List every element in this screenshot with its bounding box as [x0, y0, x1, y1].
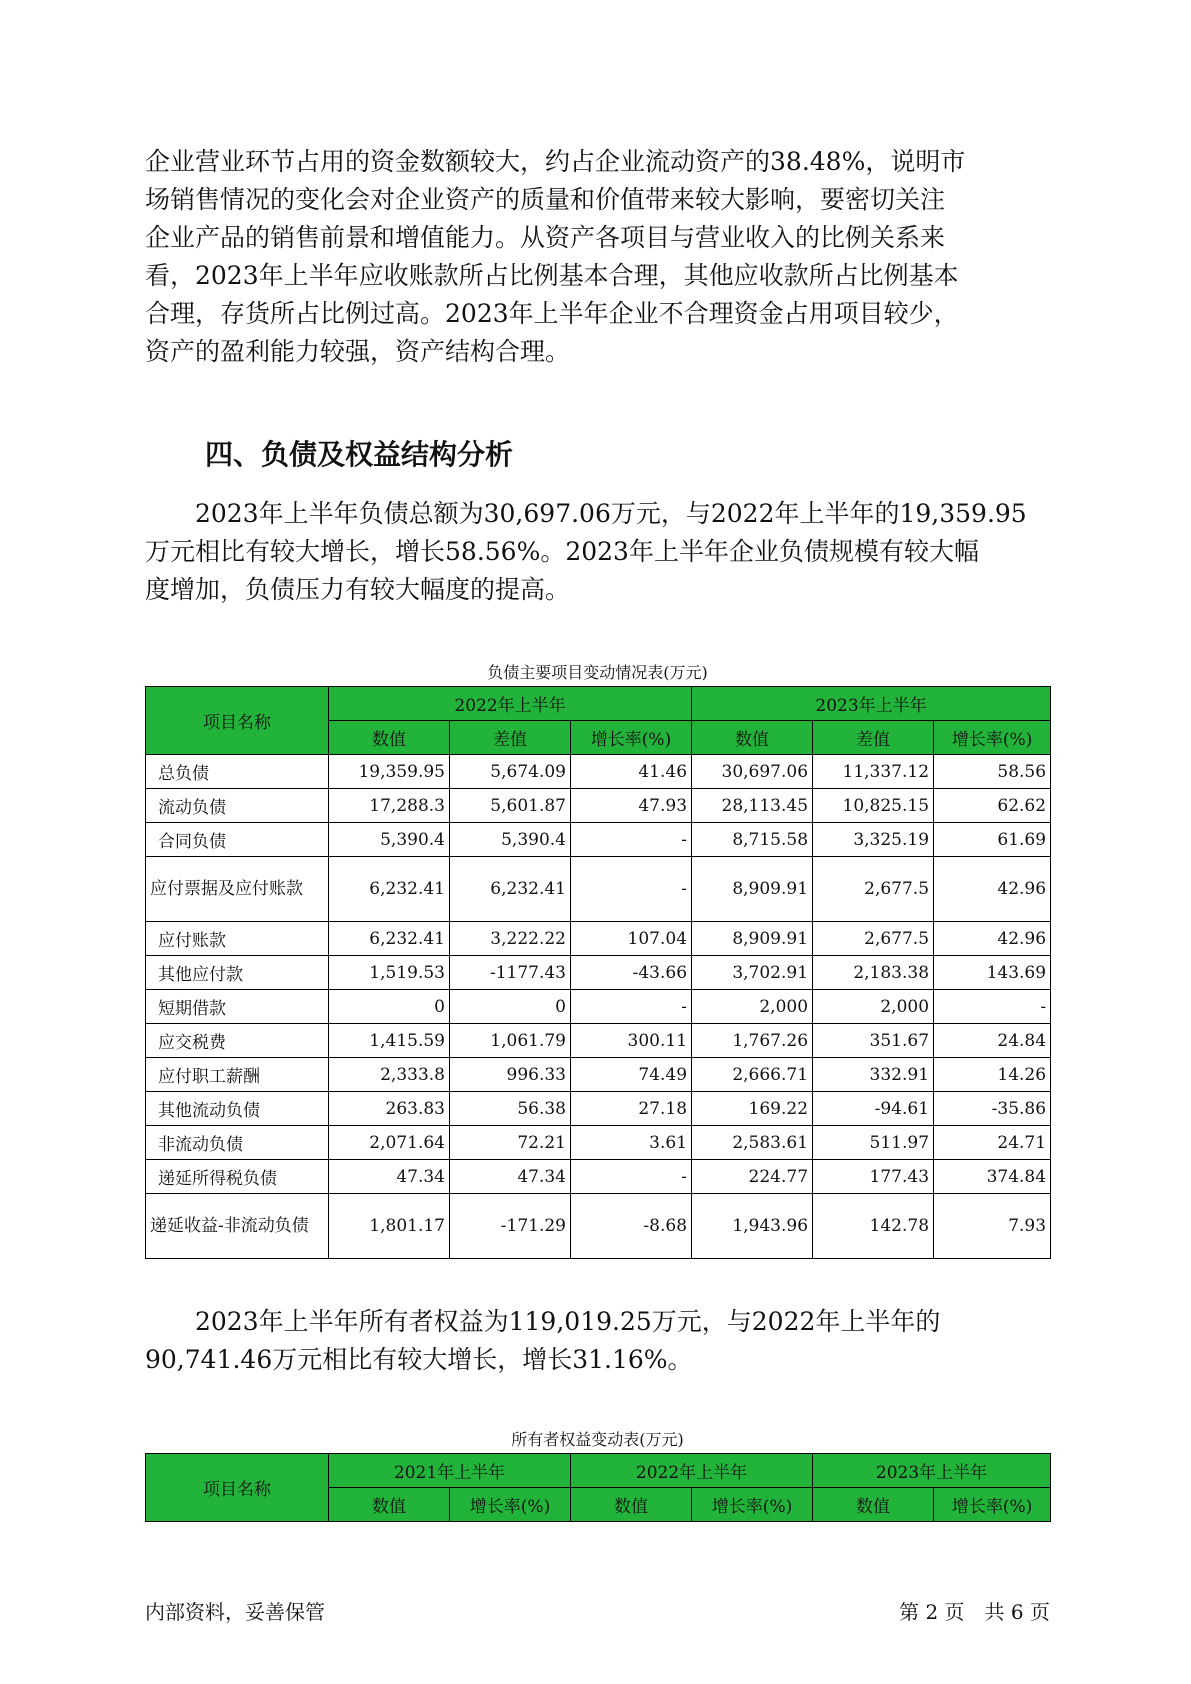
- table-cell: 511.97: [813, 1126, 934, 1160]
- text-line: 度增加，负债压力有较大幅度的提高。: [145, 575, 571, 604]
- header-growth: 增长率(%): [934, 1488, 1051, 1522]
- table-cell: -: [571, 1160, 692, 1194]
- table-cell: 351.67: [813, 1024, 934, 1058]
- table-cell: 72.21: [450, 1126, 571, 1160]
- table-cell: 107.04: [571, 922, 692, 956]
- table-cell: 1,767.26: [692, 1024, 813, 1058]
- row-item-name: 其他流动负债: [146, 1092, 329, 1126]
- table-cell: 2,677.5: [813, 857, 934, 922]
- table-cell: 5,390.4: [329, 823, 450, 857]
- header-growth: 增长率(%): [571, 721, 692, 755]
- table-cell: 2,000: [692, 990, 813, 1024]
- table-cell: 2,583.61: [692, 1126, 813, 1160]
- table-cell: 56.38: [450, 1092, 571, 1126]
- table-cell: -8.68: [571, 1194, 692, 1259]
- table-cell: 177.43: [813, 1160, 934, 1194]
- table-cell: 3,222.22: [450, 922, 571, 956]
- row-item-name: 应付票据及应付账款: [146, 857, 329, 922]
- header-year: 2021年上半年: [329, 1454, 571, 1488]
- table-caption: 负债主要项目变动情况表(万元): [487, 663, 708, 682]
- table-cell: 2,666.71: [692, 1058, 813, 1092]
- table-row: [146, 1024, 1051, 1058]
- table-cell: 28,113.45: [692, 789, 813, 823]
- table-row: [146, 755, 1051, 789]
- header-value: 数值: [813, 1488, 934, 1522]
- row-item-name: 合同负债: [146, 823, 329, 857]
- table-cell: -35.86: [934, 1092, 1051, 1126]
- debt-paragraph: [145, 495, 1065, 609]
- table-cell: 2,677.5: [813, 922, 934, 956]
- section-heading: 四、负债及权益结构分析: [205, 438, 514, 471]
- table-cell: 17,288.3: [329, 789, 450, 823]
- row-item-name: 其他应付款: [146, 956, 329, 990]
- table-cell: 224.77: [692, 1160, 813, 1194]
- header-growth: 增长率(%): [934, 721, 1051, 755]
- table-cell: 41.46: [571, 755, 692, 789]
- table-cell: -: [571, 823, 692, 857]
- row-item-name: 流动负债: [146, 789, 329, 823]
- row-item-name: 递延所得税负债: [146, 1160, 329, 1194]
- header-year: 2022年上半年: [329, 687, 692, 721]
- text-line: 资产的盈利能力较强，资产结构合理。: [145, 337, 571, 366]
- table-cell: 11,337.12: [813, 755, 934, 789]
- table-cell: 42.96: [934, 922, 1051, 956]
- table-cell: 996.33: [450, 1058, 571, 1092]
- text-line: 2023年上半年所有者权益为119,019.25万元，与2022年上半年的: [145, 1307, 941, 1336]
- table-cell: -: [571, 990, 692, 1024]
- table-cell: 6,232.41: [450, 857, 571, 922]
- table-cell: -94.61: [813, 1092, 934, 1126]
- table-cell: 6,232.41: [329, 922, 450, 956]
- table-cell: 300.11: [571, 1024, 692, 1058]
- table-row: [146, 922, 1051, 956]
- equity-paragraph: [145, 1303, 1065, 1379]
- table-cell: 5,390.4: [450, 823, 571, 857]
- row-item-name: 递延收益-非流动负债: [146, 1194, 329, 1259]
- text-line: 90,741.46万元相比有较大增长，增长31.16%。: [145, 1345, 693, 1374]
- table-row: [146, 857, 1051, 922]
- table-row: [146, 1092, 1051, 1126]
- table-cell: 169.22: [692, 1092, 813, 1126]
- equity-table: [145, 1453, 1051, 1522]
- table-cell: 8,909.91: [692, 857, 813, 922]
- row-item-name: 总负债: [146, 755, 329, 789]
- table-cell: 142.78: [813, 1194, 934, 1259]
- table-cell: 1,061.79: [450, 1024, 571, 1058]
- table-cell: 47.34: [329, 1160, 450, 1194]
- footer-page-number: 第 2 页 共 6 页: [899, 1600, 1050, 1624]
- table-row: [146, 789, 1051, 823]
- table-cell: 7.93: [934, 1194, 1051, 1259]
- table-row: [146, 1058, 1051, 1092]
- table-cell: 62.62: [934, 789, 1051, 823]
- table-cell: 3,325.19: [813, 823, 934, 857]
- table-cell: 8,715.58: [692, 823, 813, 857]
- row-item-name: 短期借款: [146, 990, 329, 1024]
- table-cell: 2,000: [813, 990, 934, 1024]
- text-line: 企业营业环节占用的资金数额较大，约占企业流动资产的38.48%，说明市: [145, 147, 966, 176]
- table-cell: -43.66: [571, 956, 692, 990]
- table-cell: 24.84: [934, 1024, 1051, 1058]
- table-cell: 1,801.17: [329, 1194, 450, 1259]
- footer-left: 内部资料，妥善保管: [145, 1600, 325, 1624]
- table-cell: -: [934, 990, 1051, 1024]
- table-row: [146, 1126, 1051, 1160]
- header-year: 2023年上半年: [813, 1454, 1051, 1488]
- text-line: 看，2023年上半年应收账款所占比例基本合理，其他应收款所占比例基本: [145, 261, 959, 290]
- table-cell: 3,702.91: [692, 956, 813, 990]
- table-row: [146, 990, 1051, 1024]
- row-item-name: 应交税费: [146, 1024, 329, 1058]
- intro-paragraph: [145, 143, 1065, 371]
- table-cell: 27.18: [571, 1092, 692, 1126]
- table-cell: 263.83: [329, 1092, 450, 1126]
- table-cell: -171.29: [450, 1194, 571, 1259]
- row-item-name: 应付账款: [146, 922, 329, 956]
- table-cell: 0: [450, 990, 571, 1024]
- table-cell: 374.84: [934, 1160, 1051, 1194]
- table-cell: 5,674.09: [450, 755, 571, 789]
- text-line: 合理，存货所占比例过高。2023年上半年企业不合理资金占用项目较少，: [145, 299, 959, 328]
- debt-table: [145, 686, 1051, 1259]
- table-cell: 74.49: [571, 1058, 692, 1092]
- row-item-name: 非流动负债: [146, 1126, 329, 1160]
- table-cell: 332.91: [813, 1058, 934, 1092]
- table-cell: 6,232.41: [329, 857, 450, 922]
- table-cell: 47.93: [571, 789, 692, 823]
- header-diff: 差值: [450, 721, 571, 755]
- header-year: 2022年上半年: [571, 1454, 813, 1488]
- table-cell: 24.71: [934, 1126, 1051, 1160]
- header-item-name: 项目名称: [146, 1454, 329, 1522]
- table-row: [146, 823, 1051, 857]
- table-row: [146, 1194, 1051, 1259]
- table-cell: -1177.43: [450, 956, 571, 990]
- table-cell: 2,333.8: [329, 1058, 450, 1092]
- table-cell: 1,943.96: [692, 1194, 813, 1259]
- text-line: 2023年上半年负债总额为30,697.06万元，与2022年上半年的19,359.95: [145, 499, 1027, 528]
- header-year: 2023年上半年: [692, 687, 1051, 721]
- table-cell: 42.96: [934, 857, 1051, 922]
- header-growth: 增长率(%): [450, 1488, 571, 1522]
- table-cell: 30,697.06: [692, 755, 813, 789]
- table-cell: 19,359.95: [329, 755, 450, 789]
- table-cell: 143.69: [934, 956, 1051, 990]
- header-value: 数值: [329, 1488, 450, 1522]
- table-cell: 61.69: [934, 823, 1051, 857]
- text-line: 场销售情况的变化会对企业资产的质量和价值带来较大影响，要密切关注: [145, 185, 946, 214]
- table-cell: 10,825.15: [813, 789, 934, 823]
- header-value: 数值: [329, 721, 450, 755]
- table-caption: 所有者权益变动表(万元): [511, 1430, 684, 1449]
- table-cell: 58.56: [934, 755, 1051, 789]
- table-row: [146, 1160, 1051, 1194]
- table-cell: 1,415.59: [329, 1024, 450, 1058]
- header-value: 数值: [571, 1488, 692, 1522]
- table-cell: 2,183.38: [813, 956, 934, 990]
- header-item-name: 项目名称: [146, 687, 329, 755]
- table-row: [146, 956, 1051, 990]
- table-cell: 14.26: [934, 1058, 1051, 1092]
- header-diff: 差值: [813, 721, 934, 755]
- table-cell: 47.34: [450, 1160, 571, 1194]
- table-cell: 8,909.91: [692, 922, 813, 956]
- table-cell: 2,071.64: [329, 1126, 450, 1160]
- table-cell: -: [571, 857, 692, 922]
- table-cell: 0: [329, 990, 450, 1024]
- text-line: 企业产品的销售前景和增值能力。从资产各项目与营业收入的比例关系来: [145, 223, 946, 252]
- table-cell: 3.61: [571, 1126, 692, 1160]
- text-line: 万元相比有较大增长，增长58.56%。2023年上半年企业负债规模有较大幅: [145, 537, 979, 566]
- table-cell: 5,601.87: [450, 789, 571, 823]
- table-cell: 1,519.53: [329, 956, 450, 990]
- row-item-name: 应付职工薪酬: [146, 1058, 329, 1092]
- header-value: 数值: [692, 721, 813, 755]
- header-growth: 增长率(%): [692, 1488, 813, 1522]
